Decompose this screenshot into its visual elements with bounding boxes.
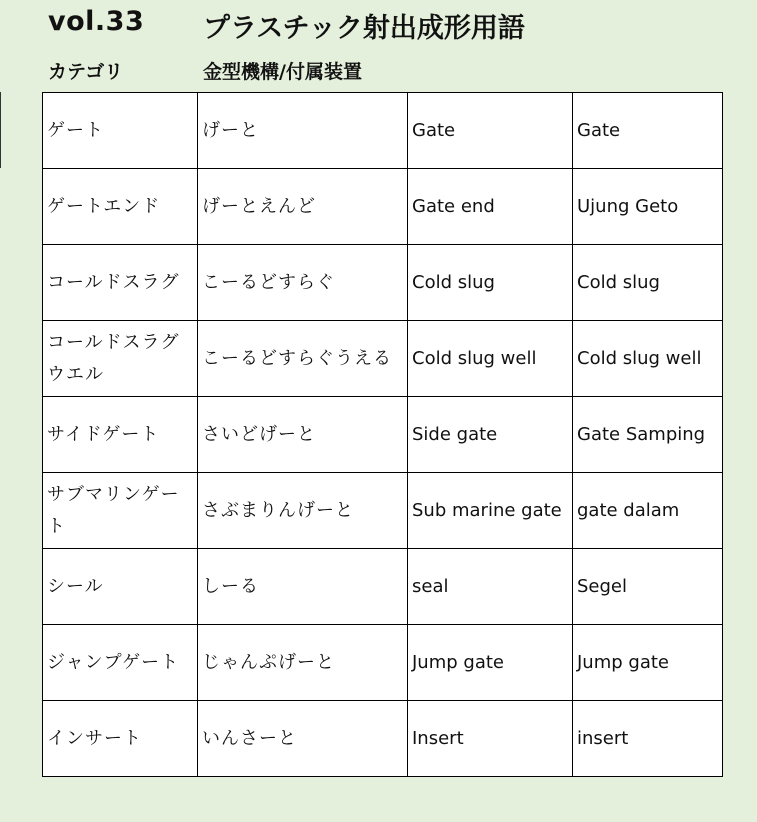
- table-row: [43, 245, 723, 321]
- term-english: Sub marine gate: [408, 473, 573, 549]
- term-english: Cold slug well: [408, 321, 573, 397]
- term-katakana: インサート: [43, 701, 198, 777]
- table-row: [43, 397, 723, 473]
- category-label: カテゴリ: [48, 61, 124, 83]
- term-english: Side gate: [408, 397, 573, 473]
- table-row: [43, 549, 723, 625]
- table-row: [43, 169, 723, 245]
- terms-table-body: [43, 93, 723, 777]
- term-katakana: サブマリンゲート: [43, 473, 198, 549]
- term-english: Jump gate: [408, 625, 573, 701]
- term-indonesian: gate dalam: [573, 473, 723, 549]
- term-hiragana: さぶまりんげーと: [198, 473, 408, 549]
- term-katakana: コールドスラグ: [43, 245, 198, 321]
- term-hiragana: いんさーと: [198, 701, 408, 777]
- term-indonesian: Ujung Geto: [573, 169, 723, 245]
- term-hiragana: こーるどすらぐ: [198, 245, 408, 321]
- term-english: Insert: [408, 701, 573, 777]
- table-row: [43, 701, 723, 777]
- term-katakana: ジャンプゲート: [43, 625, 198, 701]
- term-hiragana: じゃんぷげーと: [198, 625, 408, 701]
- table-row: [43, 625, 723, 701]
- term-hiragana: こーるどすらぐうえる: [198, 321, 408, 397]
- term-katakana: コールドスラグウエル: [43, 321, 198, 397]
- term-english: Gate end: [408, 169, 573, 245]
- volume-number: vol.33: [48, 6, 145, 37]
- term-katakana: ゲートエンド: [43, 169, 198, 245]
- term-hiragana: げーとえんど: [198, 169, 408, 245]
- term-hiragana: しーる: [198, 549, 408, 625]
- term-indonesian: Gate: [573, 93, 723, 169]
- term-english: Cold slug: [408, 245, 573, 321]
- term-hiragana: さいどげーと: [198, 397, 408, 473]
- term-katakana: サイドゲート: [43, 397, 198, 473]
- terms-table: [42, 92, 723, 777]
- term-hiragana: げーと: [198, 93, 408, 169]
- term-katakana: シール: [43, 549, 198, 625]
- term-indonesian: insert: [573, 701, 723, 777]
- term-indonesian: Gate Samping: [573, 397, 723, 473]
- term-indonesian: Cold slug: [573, 245, 723, 321]
- term-indonesian: Segel: [573, 549, 723, 625]
- category-value: 金型機構/付属装置: [203, 61, 362, 83]
- term-indonesian: Cold slug well: [573, 321, 723, 397]
- term-indonesian: Jump gate: [573, 625, 723, 701]
- table-row: [43, 93, 723, 169]
- term-english: Gate: [408, 93, 573, 169]
- left-border-mark: [0, 92, 1, 168]
- table-row: [43, 321, 723, 397]
- table-row: [43, 473, 723, 549]
- term-english: seal: [408, 549, 573, 625]
- page-title: プラスチック射出成形用語: [203, 13, 525, 44]
- term-katakana: ゲート: [43, 93, 198, 169]
